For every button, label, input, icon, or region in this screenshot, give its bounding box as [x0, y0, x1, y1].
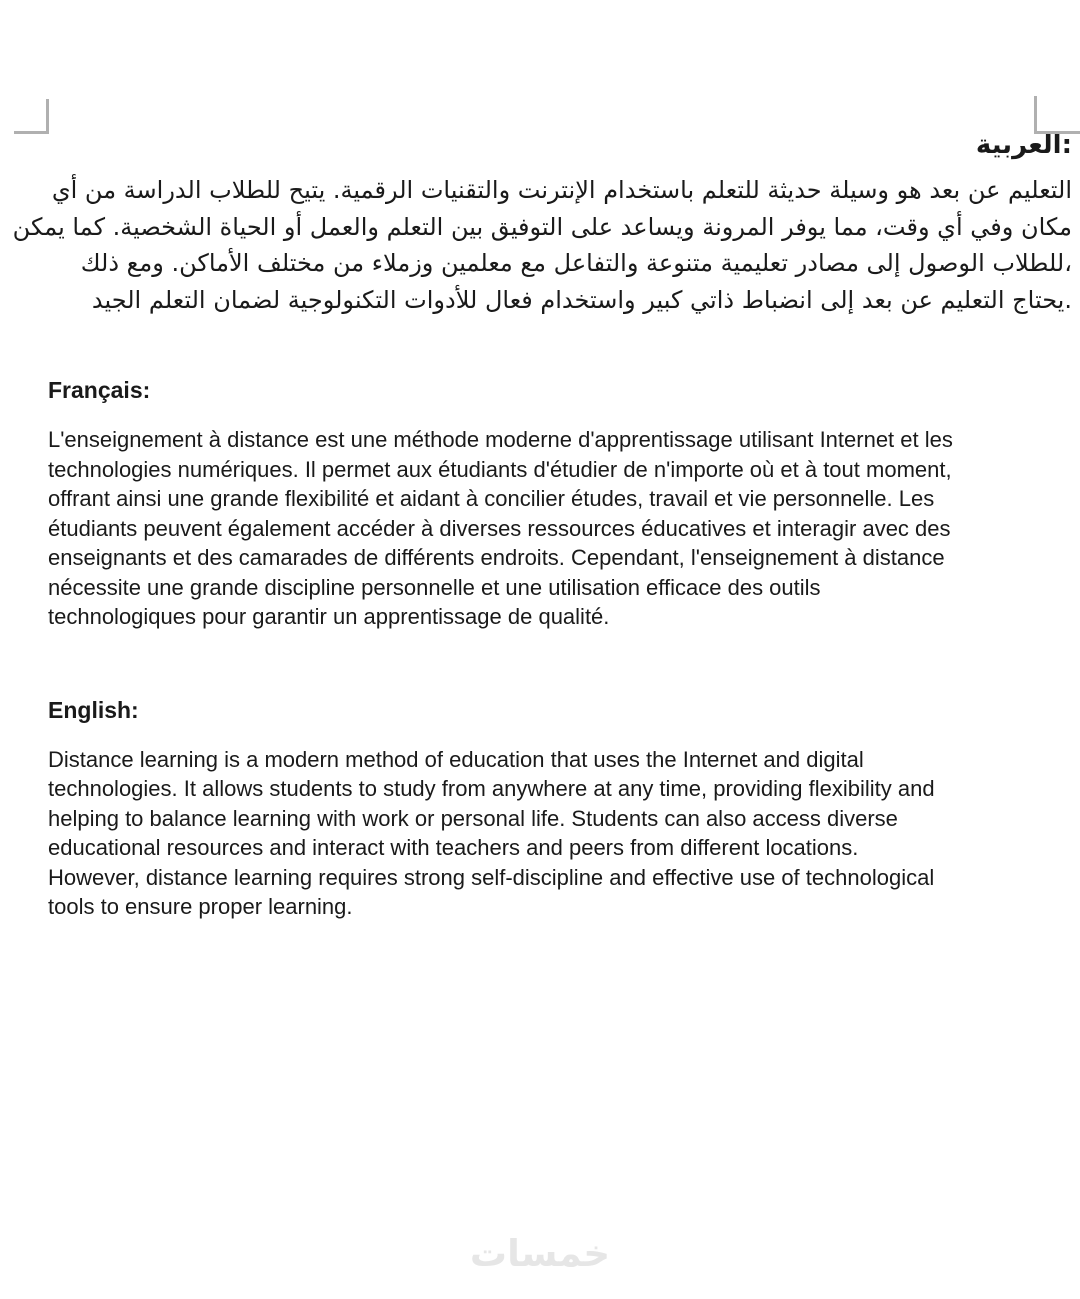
- text-line: Distance learning is a modern method of education that uses the Internet and digital: [48, 746, 864, 772]
- text-line: مكان وفي أي وقت، مما يوفر المرونة ويساعد على التوفيق بين التعلم والعمل أو الحياة الشخصية. كما يمكن: [12, 212, 1072, 241]
- text-line: educational resources and interact with teachers and peers from different locations.: [48, 835, 859, 860]
- text-line: التعليم عن بعد هو وسيلة حديثة للتعلم باستخدام الإنترنت والتقنيات الرقمية. يتيح للطلاب الدراسة من أي: [51, 176, 1072, 204]
- french-paragraph: [48, 425, 1060, 632]
- page-corner-mark-top-right: [1034, 96, 1080, 134]
- arabic-section-heading: :العربية: [975, 130, 1072, 160]
- page-corner-mark-top-left: [14, 99, 49, 134]
- khamsat-watermark: خمسات: [469, 1232, 611, 1275]
- text-line: helping to balance learning with work or personal life. Students can also access diverse: [48, 805, 898, 831]
- text-line: .يحتاج التعليم عن بعد إلى انضباط ذاتي كبير واستخدام فعال للأدوات التكنولوجية لضمان التعلم الجيد: [91, 285, 1072, 314]
- english-section-heading: English:: [48, 696, 139, 723]
- text-line: However, distance learning requires strong self-discipline and effective use of technological: [48, 864, 935, 890]
- text-line: technologies numériques. Il permet aux étudiants d'étudier de n'importe où et à tout moment,: [48, 456, 952, 482]
- text-line: offrant ainsi une grande flexibilité et aidant à concilier études, travail et vie personnelle. Les: [48, 486, 935, 511]
- text-line: étudiants peuvent également accéder à diverses ressources éducatives et interagir avec des: [48, 515, 951, 541]
- text-line: ،للطلاب الوصول إلى مصادر تعليمية متنوعة والتفاعل مع معلمين وزملاء من مختلف الأماكن. ومع ذلك: [80, 249, 1072, 277]
- text-line: technologiques pour garantir un apprentissage de qualité.: [48, 604, 610, 629]
- text-line: nécessite une grande discipline personnelle et une utilisation efficace des outils: [48, 574, 821, 600]
- text-line: L'enseignement à distance est une méthode moderne d'apprentissage utilisant Internet et les: [48, 427, 953, 452]
- text-line: technologies. It allows students to study from anywhere at any time, providing flexibility and: [48, 776, 935, 801]
- french-section-heading: Français:: [48, 377, 151, 403]
- text-line: tools to ensure proper learning.: [48, 894, 353, 919]
- arabic-paragraph: [12, 172, 1072, 318]
- text-line: enseignants et des camarades de différents endroits. Cependant, l'enseignement à distance: [48, 545, 945, 570]
- english-paragraph: [48, 745, 1060, 922]
